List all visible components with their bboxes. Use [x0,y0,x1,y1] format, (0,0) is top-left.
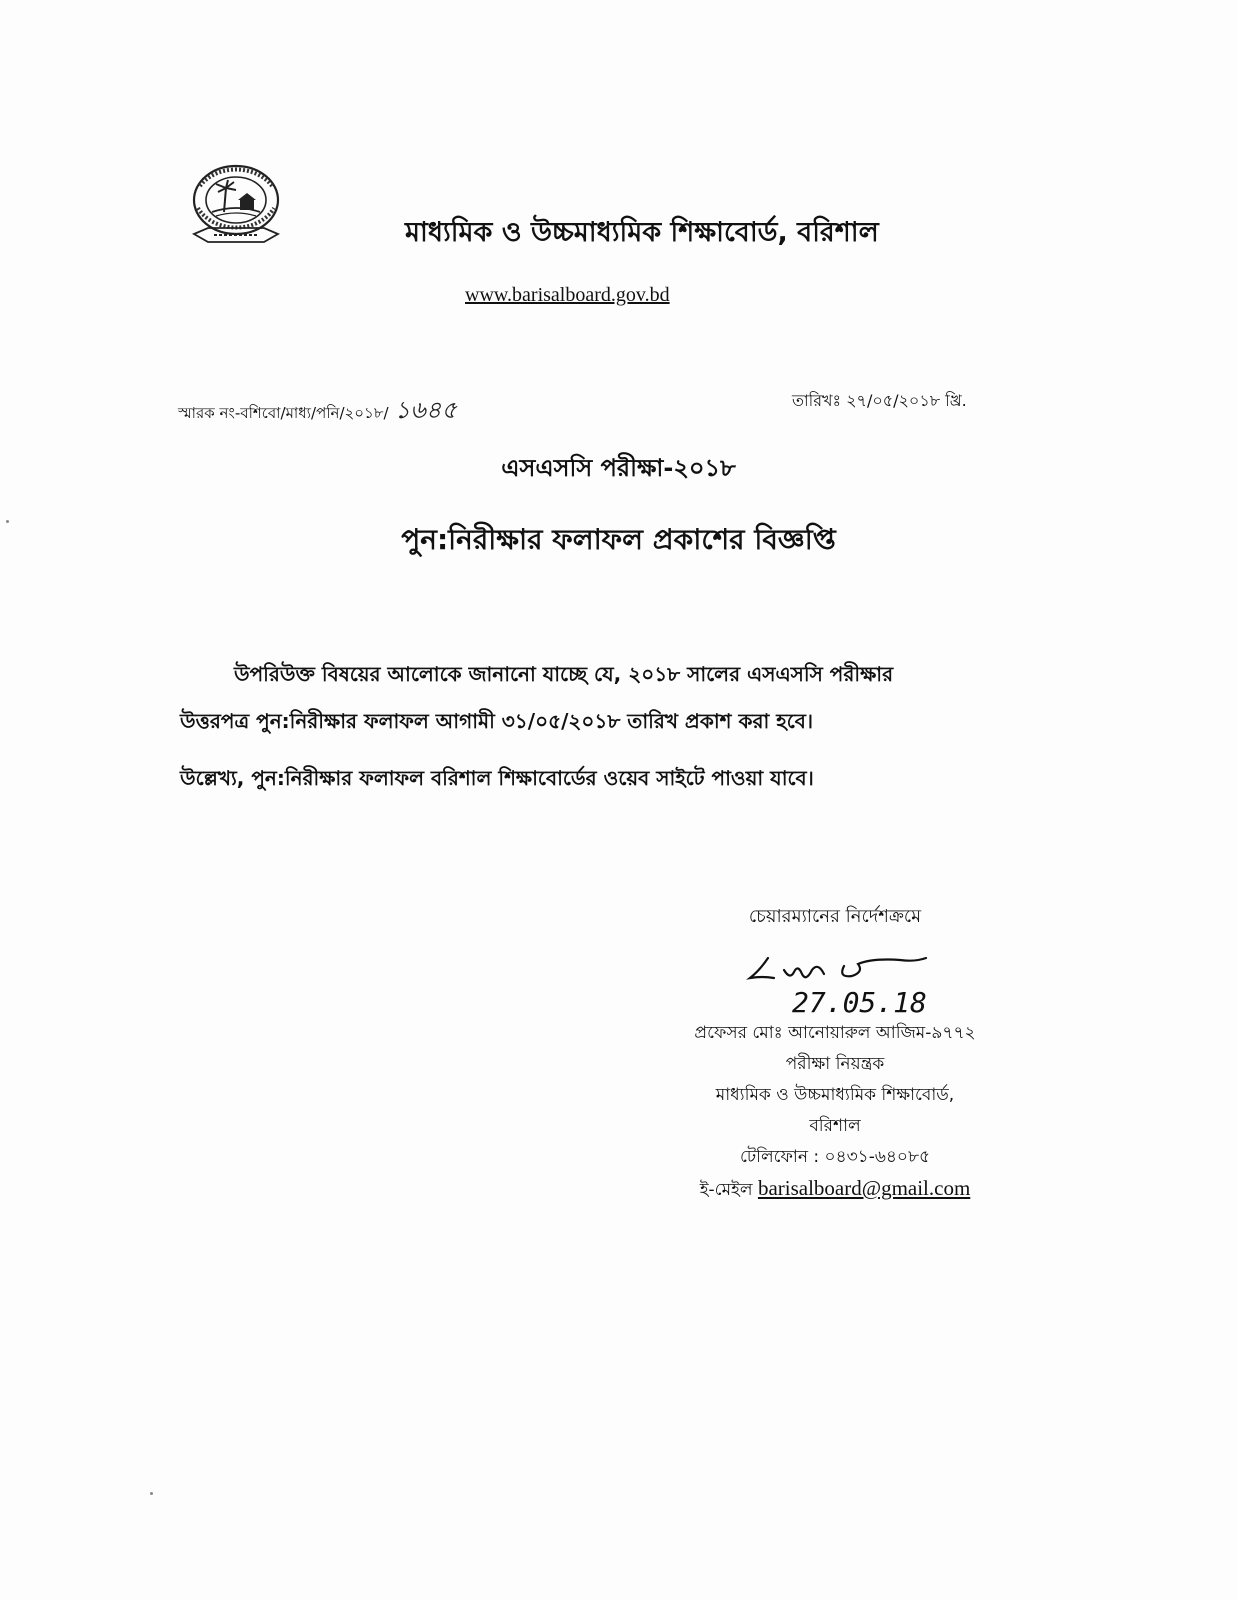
board-name: মাধ্যমিক ও উচ্চমাধ্যমিক শিক্ষাবোর্ড, বরিশাল [405,217,879,248]
signature-date: 27.05.18 [792,986,927,1019]
signatory-office: মাধ্যমিক ও উচ্চমাধ্যমিক শিক্ষাবোর্ড, [715,1085,955,1105]
notice-subject: পুন:নিরীক্ষার ফলাফল প্রকাশের বিজ্ঞপ্তি [401,523,836,556]
board-seal-icon [186,162,286,254]
signatory-details [610,1018,1060,1206]
email-label: ই-মেইল [699,1180,753,1200]
signatory-city: বরিশাল [809,1116,861,1136]
by-order-text: চেয়ারম্যানের নির্দেশক্রমে [748,906,922,927]
handwritten-signature-icon [740,948,1000,1023]
memo-prefix: স্মারক নং-বশিবো/মাধ্য/পনি/২০১৮/ [178,404,389,422]
scan-speck [6,520,9,523]
signatory-email-row [610,1173,1060,1206]
body-paragraph-2: উল্লেখ্য, পুন:নিরীক্ষার ফলাফল বরিশাল শিক্ষাবোর্ডের ওয়েব সাইটে পাওয়া যাবে। [180,766,814,790]
notice-date: তারিখঃ ২৭/০৫/২০১৮ খ্রি. [792,391,967,410]
memo-number-handwritten: ১৬৪৫ [394,396,457,424]
memo-reference [178,392,457,432]
email-link[interactable]: barisalboard@gmail.com [757,1176,971,1200]
scan-speck [150,1492,153,1495]
body-paragraph-1-line-1: উপরিউক্ত বিষয়ের আলোকে জানানো যাচ্ছে যে, ২০১৮ সালের এসএসসি পরীক্ষার [234,662,894,686]
by-order-block [610,902,1060,933]
body-paragraph-1-line-2: উত্তরপত্র পুন:নিরীক্ষার ফলাফল আগামী ৩১/০৫/২০১৮ তারিখ প্রকাশ করা হবে। [180,709,814,733]
signatory-phone: টেলিফোন : ০৪৩১-৬৪০৮৫ [739,1147,931,1167]
website-link[interactable]: www.barisalboard.gov.bd [465,284,670,306]
exam-title: এসএসসি পরীক্ষা-২০১৮ [501,454,736,482]
signatory-designation: পরীক্ষা নিয়ন্ত্রক [785,1054,885,1074]
signatory-name: প্রফেসর মোঃ আনোয়ারুল আজিম-৯৭৭২ [694,1023,976,1043]
